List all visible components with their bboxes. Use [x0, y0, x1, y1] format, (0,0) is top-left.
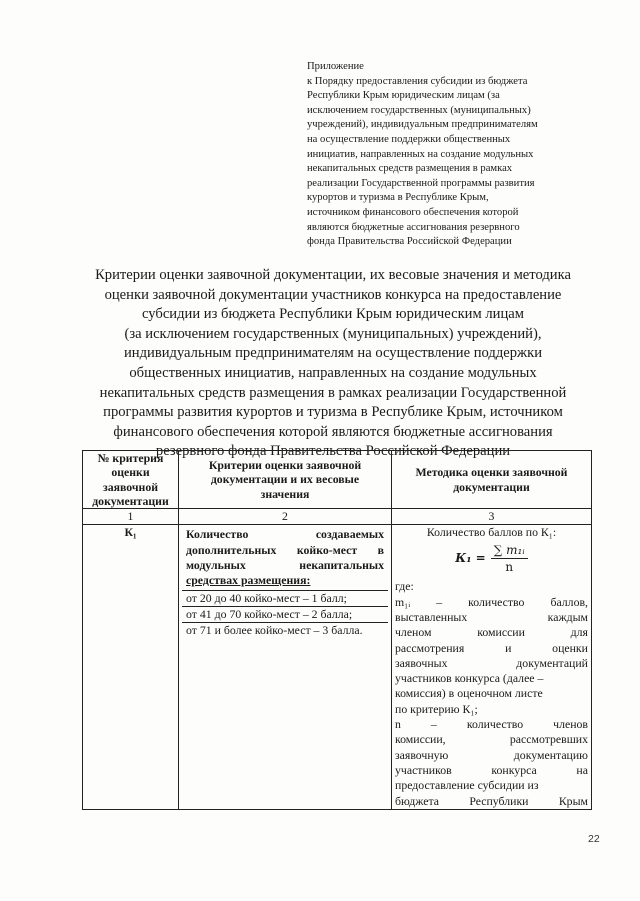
formula-fraction [491, 543, 528, 576]
header-line: Методика оценки заявочной [415, 465, 568, 480]
method-line: n – количество членов [395, 717, 588, 732]
header-line: значения [260, 486, 310, 501]
method-line: заявочную документацию [395, 747, 588, 762]
title-line: (за исключением государственных (муниципальных) учреждений), [124, 325, 542, 342]
appendix-line: исключением государственных (муниципальных) [307, 104, 531, 116]
method-line: комиссия) в оценочном листе [395, 686, 543, 701]
header-criteria-weights [179, 451, 392, 509]
title-line: некапитальных средств размещения в рамках реализации Государственной [99, 384, 567, 401]
appendix-line: источником финансового обеспечения которой [307, 206, 519, 218]
appendix-line: Республики Крым юридическим лицам (за [307, 90, 500, 102]
column-number: 1 [83, 509, 179, 525]
appendix-block [307, 60, 607, 250]
header-method [392, 451, 592, 509]
criterion-cell [179, 525, 392, 809]
method-line: выставленных каждым [395, 609, 588, 624]
method-intro: Количество баллов по К₁: [426, 525, 557, 540]
method-line: рассмотрения и оценки [395, 640, 588, 655]
method-n-definition [395, 717, 588, 809]
method-m-definition [395, 595, 588, 717]
appendix-lines [307, 75, 607, 250]
header-line: заявочной [102, 479, 159, 494]
criterion-heading [182, 525, 388, 589]
page-number: 22 [588, 833, 600, 845]
title-line: общественных инициатив, направленных на создание модульных [129, 364, 537, 381]
appendix-heading: Приложение [307, 61, 364, 72]
title-line: резервного фонда Правительства Российской Федерации [155, 443, 511, 460]
method-line: участников конкурса на [395, 762, 588, 777]
appendix-line: реализации Государственной программы развития [307, 177, 535, 189]
formula [395, 543, 588, 576]
formula-lhs: К₁ = [455, 551, 486, 566]
header-criterion-number [83, 451, 179, 509]
formula-denominator: n [505, 560, 514, 575]
header-line: оценки [111, 465, 150, 480]
column-number: 2 [179, 509, 392, 525]
appendix-line: фонда Правительства Российской Федерации [307, 236, 512, 248]
method-where: где: [395, 579, 414, 594]
appendix-line: на осуществление поддержки общественных [307, 133, 511, 145]
table-row [83, 525, 592, 809]
method-line: комиссии, рассмотревших [395, 732, 588, 747]
column-number-row [83, 509, 592, 525]
appendix-line: курортов и туризма в Республике Крым, [307, 192, 489, 204]
criterion-line: Количество создаваемых [186, 527, 384, 542]
header-line: Критерии оценки заявочной [208, 458, 362, 473]
method-line: предоставление субсидии из [395, 778, 539, 793]
appendix-line: инициатив, направленных на создание модульных [307, 148, 534, 160]
title-line: программы развития курортов и туризма в Республике Крым, источником [103, 404, 563, 421]
title-line: финансового обеспечения которой являются бюджетные ассигнования [113, 423, 553, 440]
criterion-option: от 20 до 40 койко-мест – 1 балл; [182, 590, 388, 606]
criterion-line: дополнительных койко-мест в [186, 542, 384, 557]
document-title [60, 266, 606, 462]
method-line: бюджета Республики Крым [395, 793, 588, 808]
header-line: документации [92, 493, 169, 508]
method-cell [392, 525, 592, 809]
title-line: субсидии из бюджета Республики Крым юридическим лицам [142, 306, 524, 323]
criterion-option: от 71 и более койко-мест – 3 балла. [182, 622, 388, 638]
criterion-line: модульных некапитальных [186, 558, 384, 573]
method-line: заявочных документаций [395, 655, 588, 670]
criterion-code: К₁ [83, 525, 179, 809]
criterion-option: от 41 до 70 койко-мест – 2 балла; [182, 606, 388, 622]
method-line: m₁ᵢ – количество баллов, [395, 594, 588, 609]
table-header-row [83, 451, 592, 509]
header-line: № критерия [97, 451, 164, 465]
title-line: Критерии оценки заявочной документации, их весовые значения и методика [95, 267, 571, 283]
column-number: 3 [392, 509, 592, 525]
title-line: индивидуальным предпринимателям на осуществление поддержки [123, 345, 543, 362]
header-line: документации [453, 479, 530, 494]
criteria-table [82, 450, 592, 810]
method-line: участников конкурса (далее – [395, 671, 544, 686]
appendix-line: являются бюджетные ассигнования резервного [307, 221, 520, 233]
method-line: членом комиссии для [395, 625, 588, 640]
header-line: документации и их весовые [210, 472, 360, 487]
title-line: оценки заявочной документации участников конкурса на предоставление [104, 286, 562, 303]
appendix-line: учреждений), индивидуальным предпринимателям [307, 119, 538, 131]
appendix-line: к Порядку предоставления субсидии из бюджета [307, 75, 528, 87]
formula-numerator: ∑ m₁ᵢ [491, 543, 528, 559]
criterion-line: средствах размещения: [186, 573, 311, 588]
method-line: по критерию К₁; [395, 701, 478, 716]
appendix-line: некапитальных средств размещения в рамках [307, 163, 513, 175]
